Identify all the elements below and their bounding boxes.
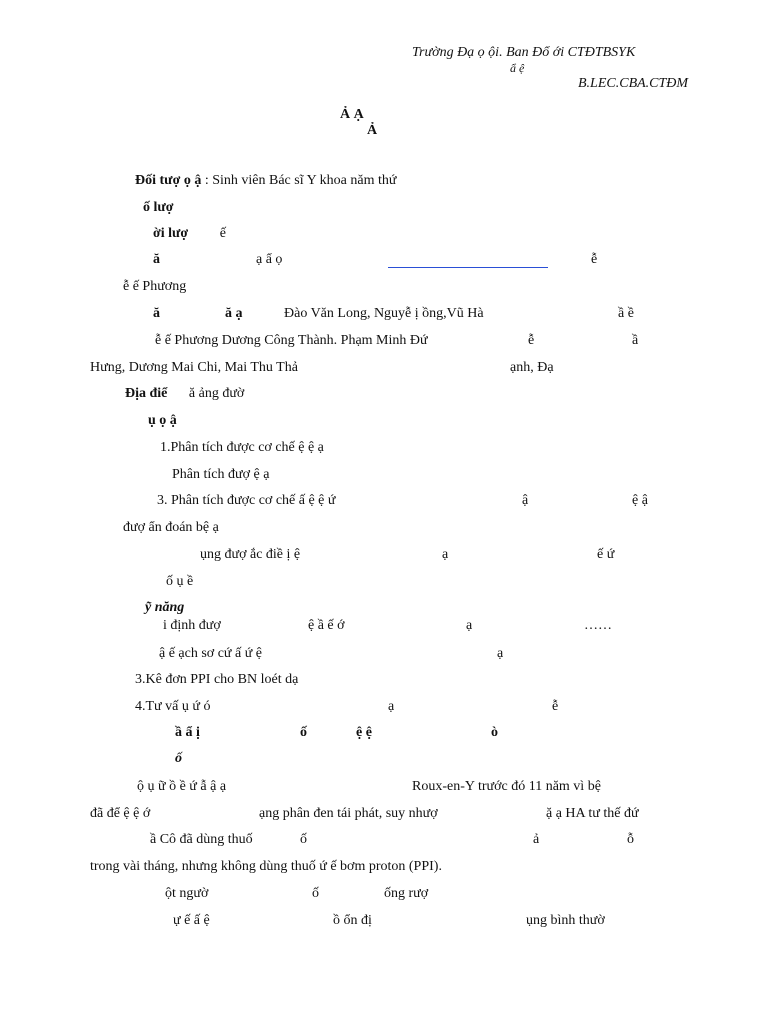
objective-4a: ụng đượ ắc điề ị ệ xyxy=(200,547,301,562)
case-line-6a: ự ế ấ ệ xyxy=(173,913,210,928)
document-title-line2: Ả xyxy=(367,123,378,138)
target-text: : Sinh viên Bác sĩ Y khoa năm thứ xyxy=(204,173,397,188)
skill-4c: ễ xyxy=(552,699,559,714)
compilers-label: ă xyxy=(153,306,160,321)
objective-3b: ậ xyxy=(522,493,529,508)
lecturer-tail: ễ xyxy=(591,252,598,267)
case-line-1b: Roux-en-Y trước đó 11 năm vì bệ xyxy=(412,779,601,794)
institution-header: Trường Đạ ọ ội. Ban Đổ ới CTĐTBSYK xyxy=(412,45,636,60)
location-label: Địa điể xyxy=(125,386,168,401)
case-line-3c: ả xyxy=(533,832,540,847)
compilers-names-3a: Hưng, Dương Mai Chi, Mai Thu Thả xyxy=(90,360,298,375)
location-text: ă ảng đườ xyxy=(188,386,245,401)
case-line-6c: ụng bình thườ xyxy=(526,913,605,928)
case-line-3a: ầ Cô đã dùng thuố xyxy=(150,832,253,847)
skill-1c: ạ xyxy=(466,618,473,633)
case-label-b: ố xyxy=(300,725,307,740)
compilers-names-3b: ạnh, Đạ xyxy=(510,360,554,375)
objective-4c: ế ứ xyxy=(597,547,615,562)
compilers-names-2b: ễ xyxy=(528,333,535,348)
objectives-label: ụ ọ ậ xyxy=(148,413,177,428)
objective-4b: ạ xyxy=(442,547,449,562)
case-line-2a: đã để ệ ệ ớ xyxy=(90,806,151,821)
case-line-4: trong vài tháng, nhưng không dùng thuố ứ ế bơm proton (PPI). xyxy=(90,859,442,874)
skill-2b: ạ xyxy=(497,646,504,661)
lecturer-link[interactable] xyxy=(388,251,548,274)
lecturer-name: ễ ế Phương xyxy=(123,279,187,294)
case-line-6b: ồ ổn đị xyxy=(333,913,372,928)
compilers-names: Đào Văn Long, Nguyễ ị ồng,Vũ Hà xyxy=(284,306,484,321)
case-line-1a: ộ ụ ữ ồ ề ứ ẫ ậ ạ xyxy=(137,779,227,794)
skill-1b: ệ ầ ế ớ xyxy=(308,618,345,633)
compilers-mid: ă ạ xyxy=(225,306,243,321)
duration-text: ế xyxy=(219,226,226,241)
objective-4d: ố ụ ề xyxy=(166,574,194,589)
target-label: Đối tượ ọ ậ xyxy=(135,173,202,188)
case-label-c: ệ ệ xyxy=(356,725,372,740)
lecturer-text: ạ ẩ ọ xyxy=(256,252,283,267)
case-line-3b: ố xyxy=(300,832,307,847)
document-code: B.LEC.CBA.CTĐM xyxy=(578,76,689,91)
skill-3: 3.Kê đơn PPI cho BN loét dạ xyxy=(135,672,299,687)
target-audience xyxy=(135,172,396,190)
objective-3d: đượ ẩn đoán bệ ạ xyxy=(123,520,219,535)
duration xyxy=(153,225,226,243)
case-line-5b: ố xyxy=(312,886,319,901)
case-line-5a: ột ngườ xyxy=(165,886,209,901)
skill-4b: ạ xyxy=(388,699,395,714)
objective-3c: ệ ậ xyxy=(632,493,648,508)
document-title: Ả Ạ xyxy=(340,107,364,122)
location xyxy=(125,385,244,403)
case-label-a: ầ ẩ ị xyxy=(175,725,200,740)
skills-label: ỹ năng xyxy=(145,600,185,615)
case-line-2b: ạng phân đen tái phát, suy nhượ xyxy=(259,806,438,821)
institution-header-sub: ẩ ệ xyxy=(510,61,525,75)
compilers-tail: ầ ề xyxy=(618,306,634,321)
compilers-names-2a: ễ ế Phương Dương Công Thành. Phạm Minh Đứ xyxy=(155,333,428,348)
skill-1d: …… xyxy=(584,618,612,633)
objective-3a: 3. Phân tích được cơ chế ấ ệ ệ ứ xyxy=(157,493,336,508)
skill-4a: 4.Tư vấ ụ ứ ó xyxy=(135,699,211,714)
case-line-3d: ỗ xyxy=(627,832,634,847)
student-count-label: ố lượ xyxy=(143,200,174,215)
skill-1a: i định đượ xyxy=(163,618,221,633)
objective-2: Phân tích đượ ệ ạ xyxy=(172,467,270,482)
case-line-5c: ống rượ xyxy=(384,886,429,901)
case-label-e: ố xyxy=(175,751,182,766)
skill-2a: ậ ế ạch sơ cứ ấ ứ ệ xyxy=(159,646,263,661)
compilers-names-2c: ầ xyxy=(632,333,639,348)
case-label-d: ò xyxy=(491,725,498,740)
objective-1: 1.Phân tích được cơ chế ệ ệ ạ xyxy=(160,440,324,455)
lecturer-label: ă xyxy=(153,252,160,267)
duration-label: ời lượ xyxy=(153,226,189,241)
case-line-2c: ặ ạ HA tư thế đứ xyxy=(546,806,639,821)
